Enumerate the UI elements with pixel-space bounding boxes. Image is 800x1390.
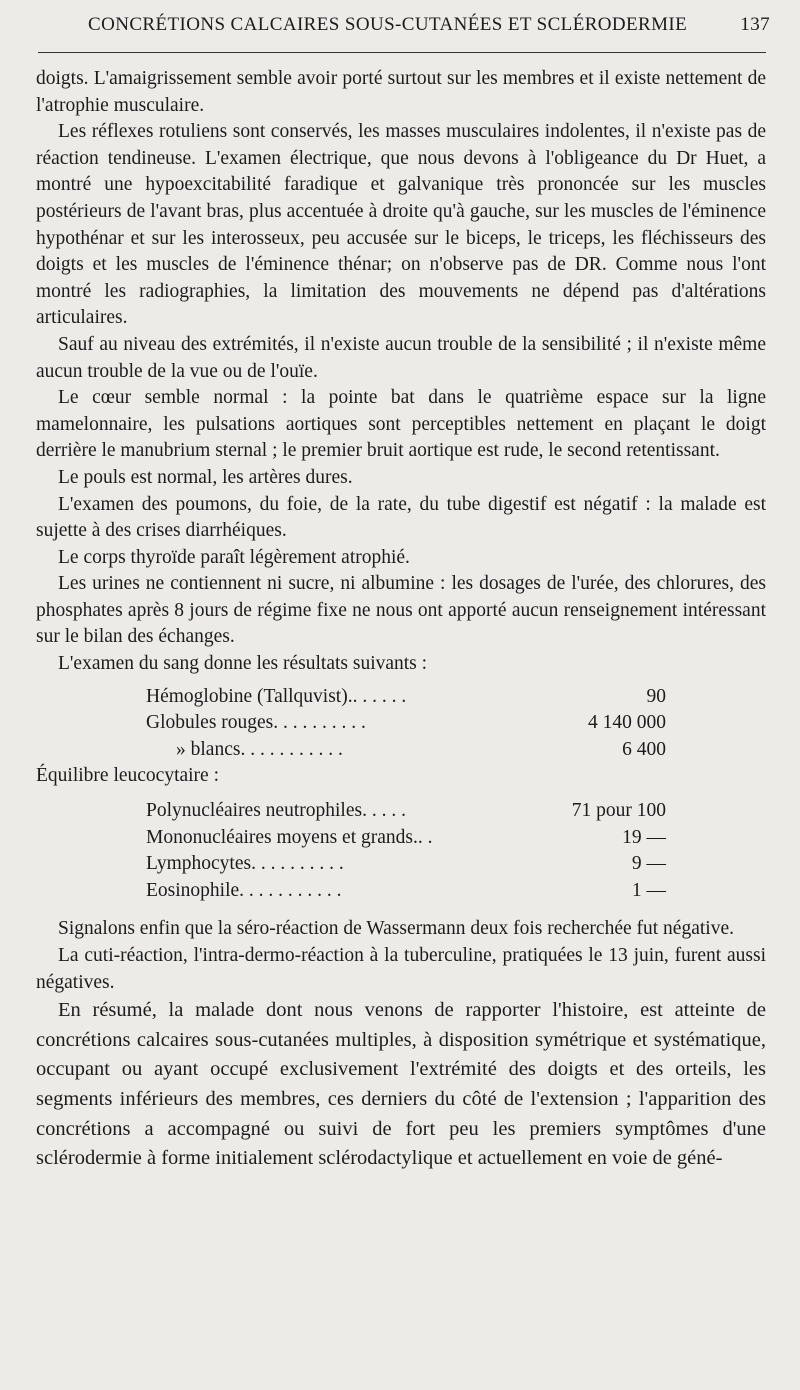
paragraph: Sauf au niveau des extrémités, il n'existe aucun trouble de la sensibilité ; il n'existe même aucun trouble de la vue ou de l'ouïe. [36,333,766,382]
table-row [146,878,666,905]
table-row [146,737,666,764]
paragraph: La cuti-réaction, l'intra-dermo-réaction à la tuberculine, pratiquées le 13 juin, furent aussi négatives. [36,945,766,993]
result-value: 6 400 [622,738,666,760]
header-rule [38,52,766,53]
table-row [146,851,666,878]
table-row [146,684,666,711]
closing-section [36,916,766,996]
result-label: Mononucléaires moyens et grands.. . [146,826,433,848]
result-label: Eosinophile. . . . . . . . . . . [146,879,342,901]
result-label: Globules rouges. . . . . . . . . . [146,712,366,734]
paragraph: L'examen des poumons, du foie, de la rate, du tube digestif est négatif : la malade est sujette à des crises diarrhéiques. [36,493,766,542]
result-label: Polynucléaires neutrophiles. . . . . [146,800,406,822]
result-label: Hémoglobine (Tallquvist).. . . . . . [146,685,407,707]
page-number: 137 [740,14,770,35]
paragraph: L'examen du sang donne les résultats suivants : [58,653,428,675]
result-value: 9 — [631,853,666,875]
summary-paragraph: En résumé, la malade dont nous venons de rapporter l'histoire, est atteinte de concrétions calcaires sous-cutanées multiples, à disposition symétrique et systématique, occupant ou ayant occupé exclusivement l'extrémité des doigts et des orteils, les segments inférieurs des membres, ces derniers du côté de l'extension ; l'apparition des concrétions a accompagné ou suivi de fort peu les premiers symptômes d'une sclérodermie à forme initialement sclérodactylique et actuellement en voie de géné- [36,999,766,1170]
paragraph: Le corps thyroïde paraît légèrement atrophié. [58,546,410,568]
paragraph: doigts. L'amaigrissement semble avoir porté surtout sur les membres et il existe nettement de l'atrophie musculaire. [36,68,766,116]
result-value: 19 — [622,826,666,848]
blood-results-table [146,684,666,764]
result-label: Lymphocytes. . . . . . . . . . [146,853,344,875]
leucocyte-title: Équilibre leucocytaire : [36,765,220,787]
running-title: CONCRÉTIONS CALCAIRES SOUS-CUTANÉES ET SCLÉRODERMIE [88,14,688,35]
result-value: 1 — [631,879,666,901]
paragraph: Les réflexes rotuliens sont conservés, les masses musculaires indolentes, il n'existe pas de réaction tendineuse. L'examen électrique, que nous devons à l'obligeance du Dr Huet, a montré une hypoexcitabilité faradique et galvanique très prononcée sur les muscles postérieurs de l'avant bras, plus accentuée à droite qu'à gauche, sur les muscles de l'éminence hypothénar et sur les interosseux, peu accusée sur le biceps, le triceps, les fléchisseurs des doigts et les muscles de l'éminence thénar; on n'observe pas de DR. Comme nous l'ont montré les radiographies, la limitation des mouvements ne dépend pas d'altérations articulaires. [36,121,766,329]
paragraph: Les urines ne contiennent ni sucre, ni albumine : les dosages de l'urée, des chlorures, des phosphates après 8 jours de régime fixe ne nous ont apporté aucun renseignement intéressant sur le bilan des échanges. [36,573,766,648]
paragraph: Le pouls est normal, les artères dures. [58,466,353,488]
result-value: 71 pour 100 [571,800,666,822]
result-label: » blancs. . . . . . . . . . . [176,738,343,760]
result-value: 90 [646,685,666,707]
body-text [36,66,766,1174]
paragraph: Le cœur semble normal : la pointe bat dans le quatrième espace sur la ligne mamelonnaire, les pulsations aortiques sont perceptibles nettement en plaçant le doigt derrière le manubrium sternal ; le premier bruit aortique est rude, le second retentissant. [36,387,766,462]
result-value: 4 140 000 [588,712,666,734]
table-row [146,825,666,852]
leucocyte-results-table [146,798,666,904]
table-row [146,798,666,825]
paragraph: Signalons enfin que la séro-réaction de Wassermann deux fois recherchée fut négative. [58,918,734,940]
table-row [146,710,666,737]
running-header [88,10,770,40]
